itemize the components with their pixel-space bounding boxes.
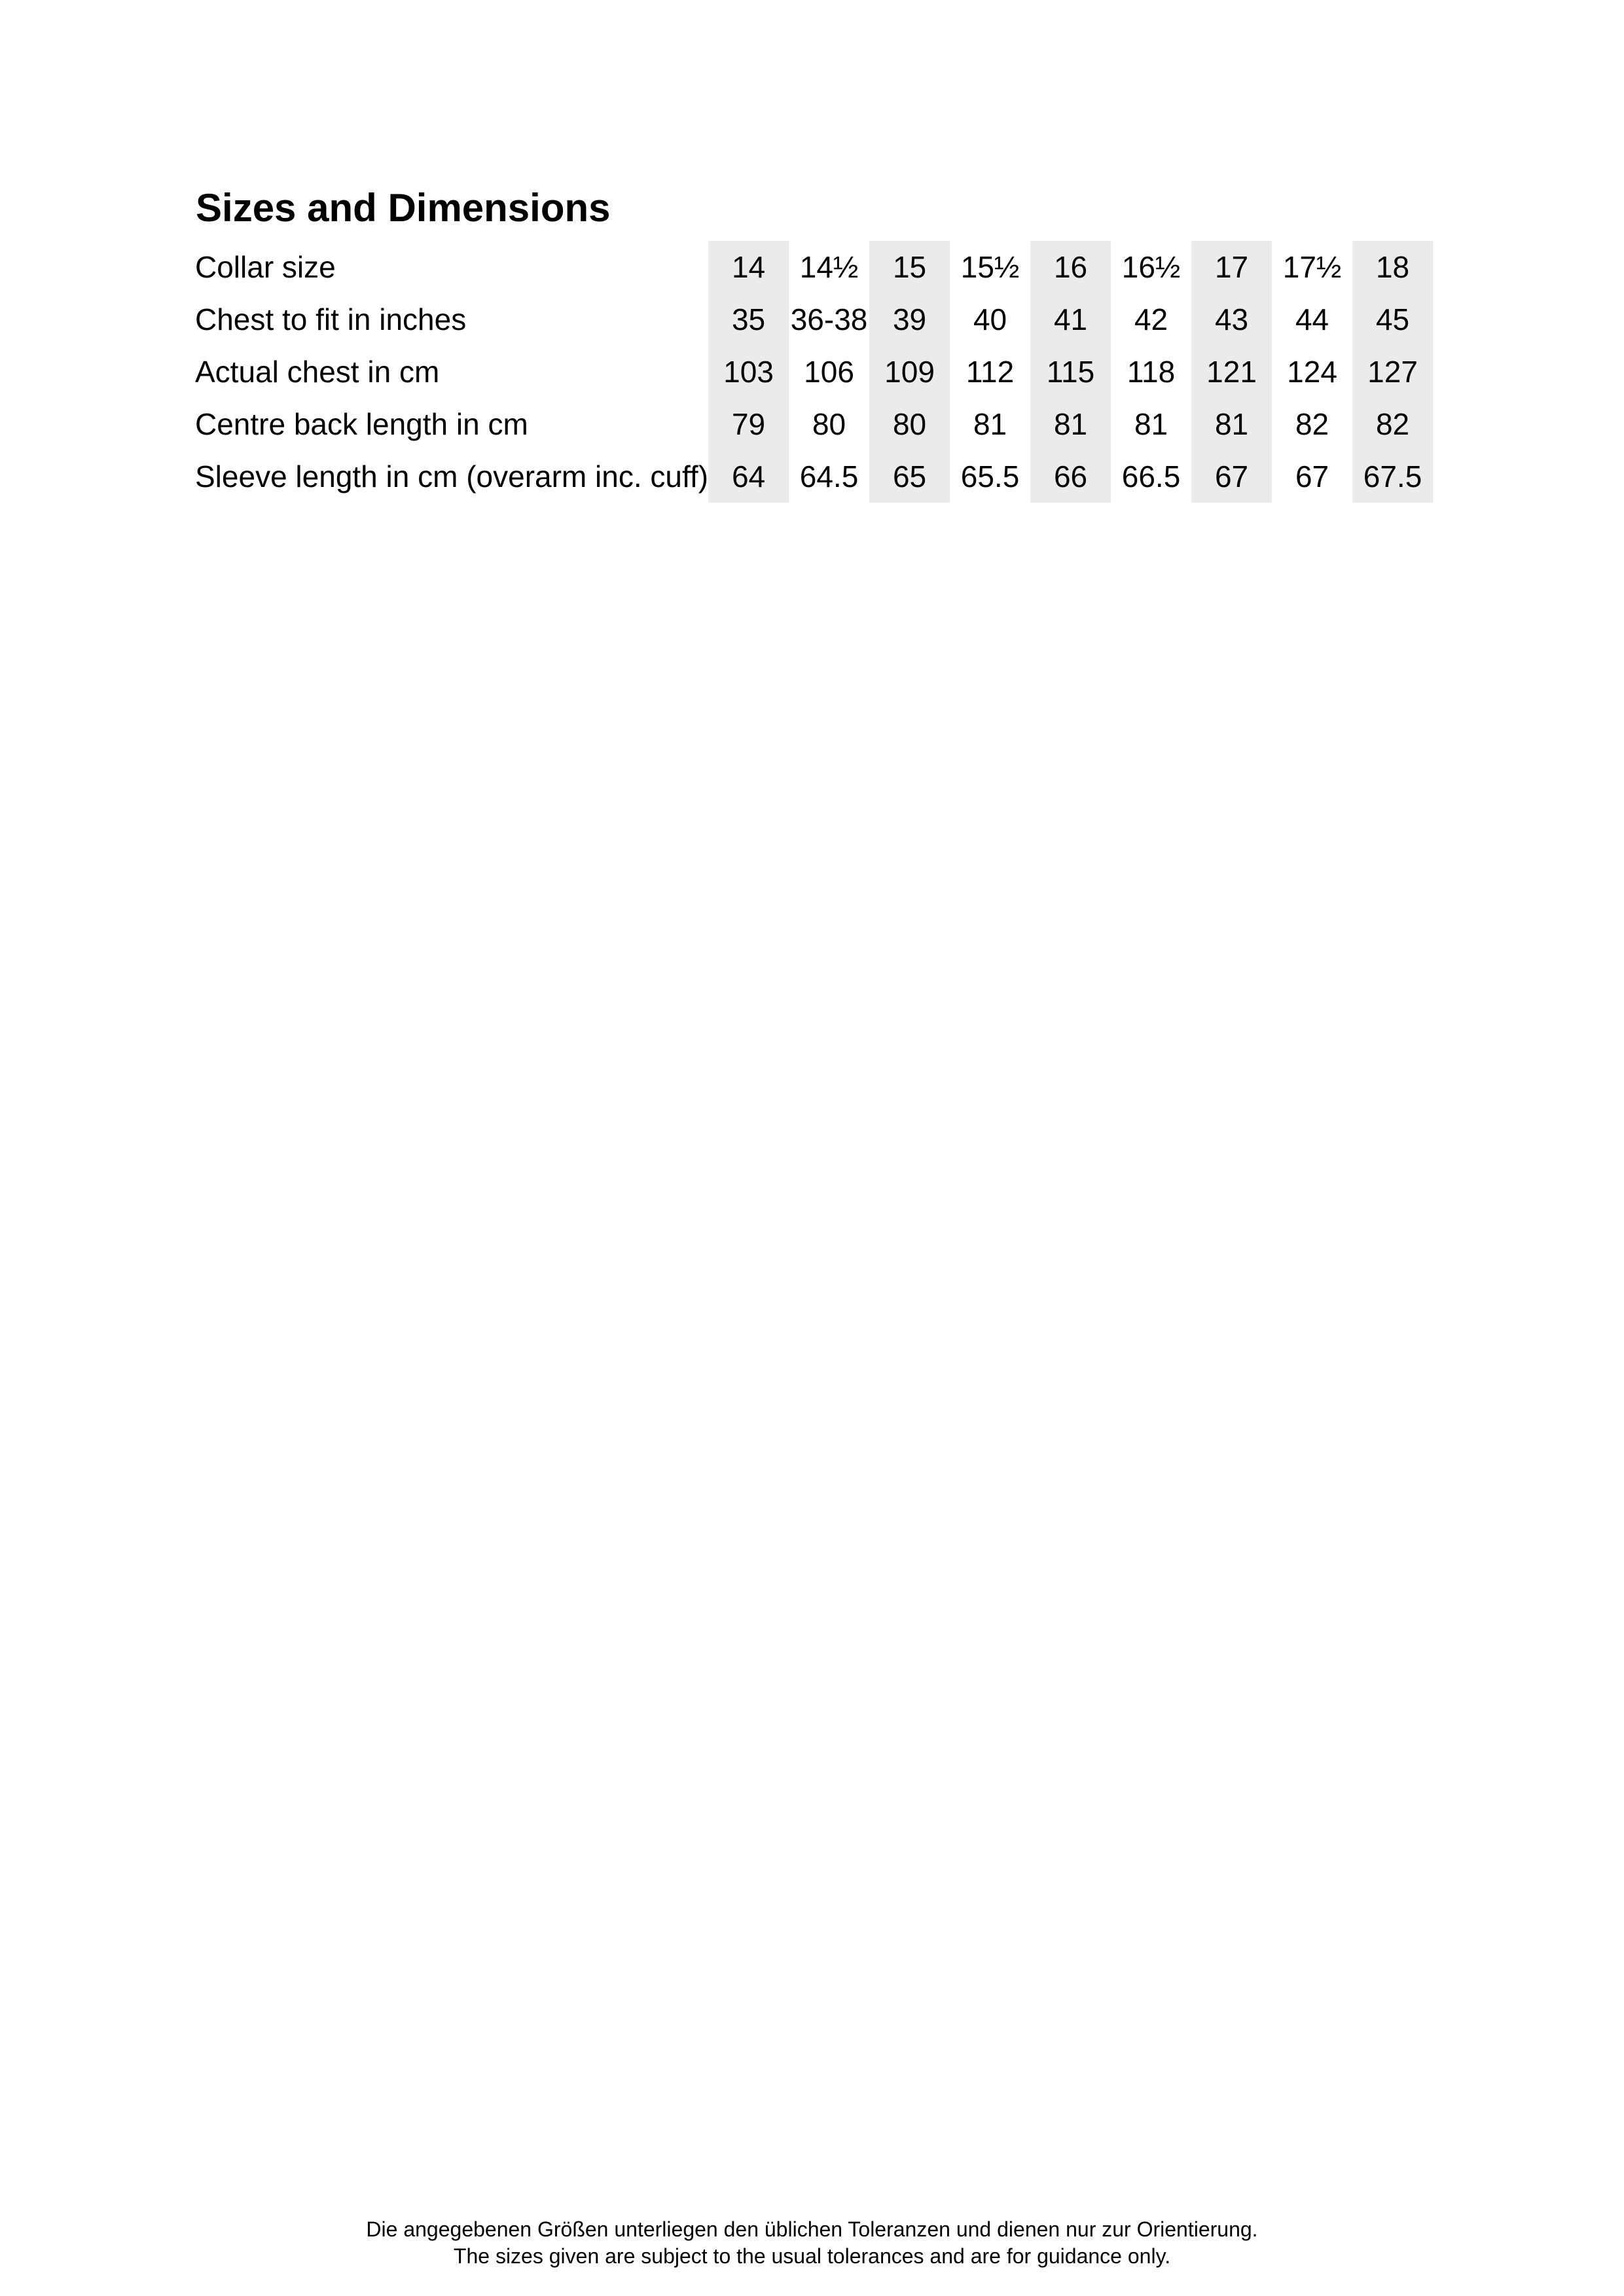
- table-cell: 17: [1191, 241, 1272, 293]
- table-row: [195, 346, 1433, 398]
- table-cell: 67: [1191, 450, 1272, 503]
- table-cell: 15: [869, 241, 950, 293]
- table-cell: 64.5: [799, 459, 859, 493]
- table-cell: 14: [708, 241, 789, 293]
- table-cell: 81: [973, 407, 1007, 441]
- table-row: [195, 241, 1433, 293]
- table-row: [195, 450, 1433, 503]
- table-row: [195, 398, 1433, 450]
- table-cell: 118: [1127, 355, 1176, 389]
- table-cell: 44: [1295, 302, 1329, 336]
- table-cell: 80: [812, 407, 846, 441]
- table-row: [195, 293, 1433, 346]
- table-cell: 112: [965, 355, 1015, 389]
- disclaimer-english: The sizes given are subject to the usual tolerances and are for guidance only.: [453, 2244, 1171, 2268]
- table-cell: 103: [708, 346, 789, 398]
- table-cell: 65: [869, 450, 950, 503]
- table-cell: 81: [1191, 398, 1272, 450]
- table-cell: 45: [1352, 293, 1433, 346]
- table-cell: 124: [1287, 355, 1337, 389]
- table-cell: 16½: [1121, 250, 1181, 284]
- table-cell: 121: [1191, 346, 1272, 398]
- table-cell: 41: [1030, 293, 1111, 346]
- table-cell: 80: [869, 398, 950, 450]
- table-cell: 67.5: [1352, 450, 1433, 503]
- table-cell: 35: [708, 293, 789, 346]
- table-cell: 82: [1352, 398, 1433, 450]
- table-cell: 16: [1030, 241, 1111, 293]
- table-cell: 43: [1191, 293, 1272, 346]
- table-cell: 65.5: [960, 459, 1020, 493]
- row-label-chest-to-fit: Chest to fit in inches: [195, 302, 467, 336]
- table-cell: 127: [1352, 346, 1433, 398]
- table-cell: 81: [1134, 407, 1168, 441]
- table-cell: 40: [973, 302, 1007, 336]
- table-cell: 81: [1030, 398, 1111, 450]
- table-cell: 14½: [799, 250, 859, 284]
- disclaimer-german: Die angegebenen Größen unterliegen den üblichen Toleranzen und dienen nur zur Orientierung.: [366, 2217, 1258, 2241]
- page-title: Sizes and Dimensions: [196, 186, 611, 230]
- row-label-centre-back-length: Centre back length in cm: [195, 407, 528, 441]
- table-cell: 82: [1295, 407, 1329, 441]
- footer-disclaimer: [0, 2216, 1624, 2270]
- table-cell: 36-38: [790, 302, 868, 336]
- table-cell: 79: [708, 398, 789, 450]
- table-cell: 67: [1295, 459, 1329, 493]
- table-cell: 106: [804, 355, 854, 389]
- row-label-actual-chest: Actual chest in cm: [195, 355, 440, 389]
- table-cell: 15½: [960, 250, 1020, 284]
- row-label-sleeve-length: Sleeve length in cm (overarm inc. cuff): [195, 459, 709, 493]
- table-cell: 42: [1134, 302, 1168, 336]
- size-table: [195, 241, 1433, 503]
- table-cell: 17½: [1282, 250, 1342, 284]
- table-cell: 18: [1352, 241, 1433, 293]
- table-cell: 66: [1030, 450, 1111, 503]
- table-cell: 39: [869, 293, 950, 346]
- row-label-collar-size: Collar size: [195, 250, 336, 284]
- table-cell: 64: [708, 450, 789, 503]
- table-cell: 115: [1030, 346, 1111, 398]
- table-cell: 66.5: [1121, 459, 1181, 493]
- table-cell: 109: [869, 346, 950, 398]
